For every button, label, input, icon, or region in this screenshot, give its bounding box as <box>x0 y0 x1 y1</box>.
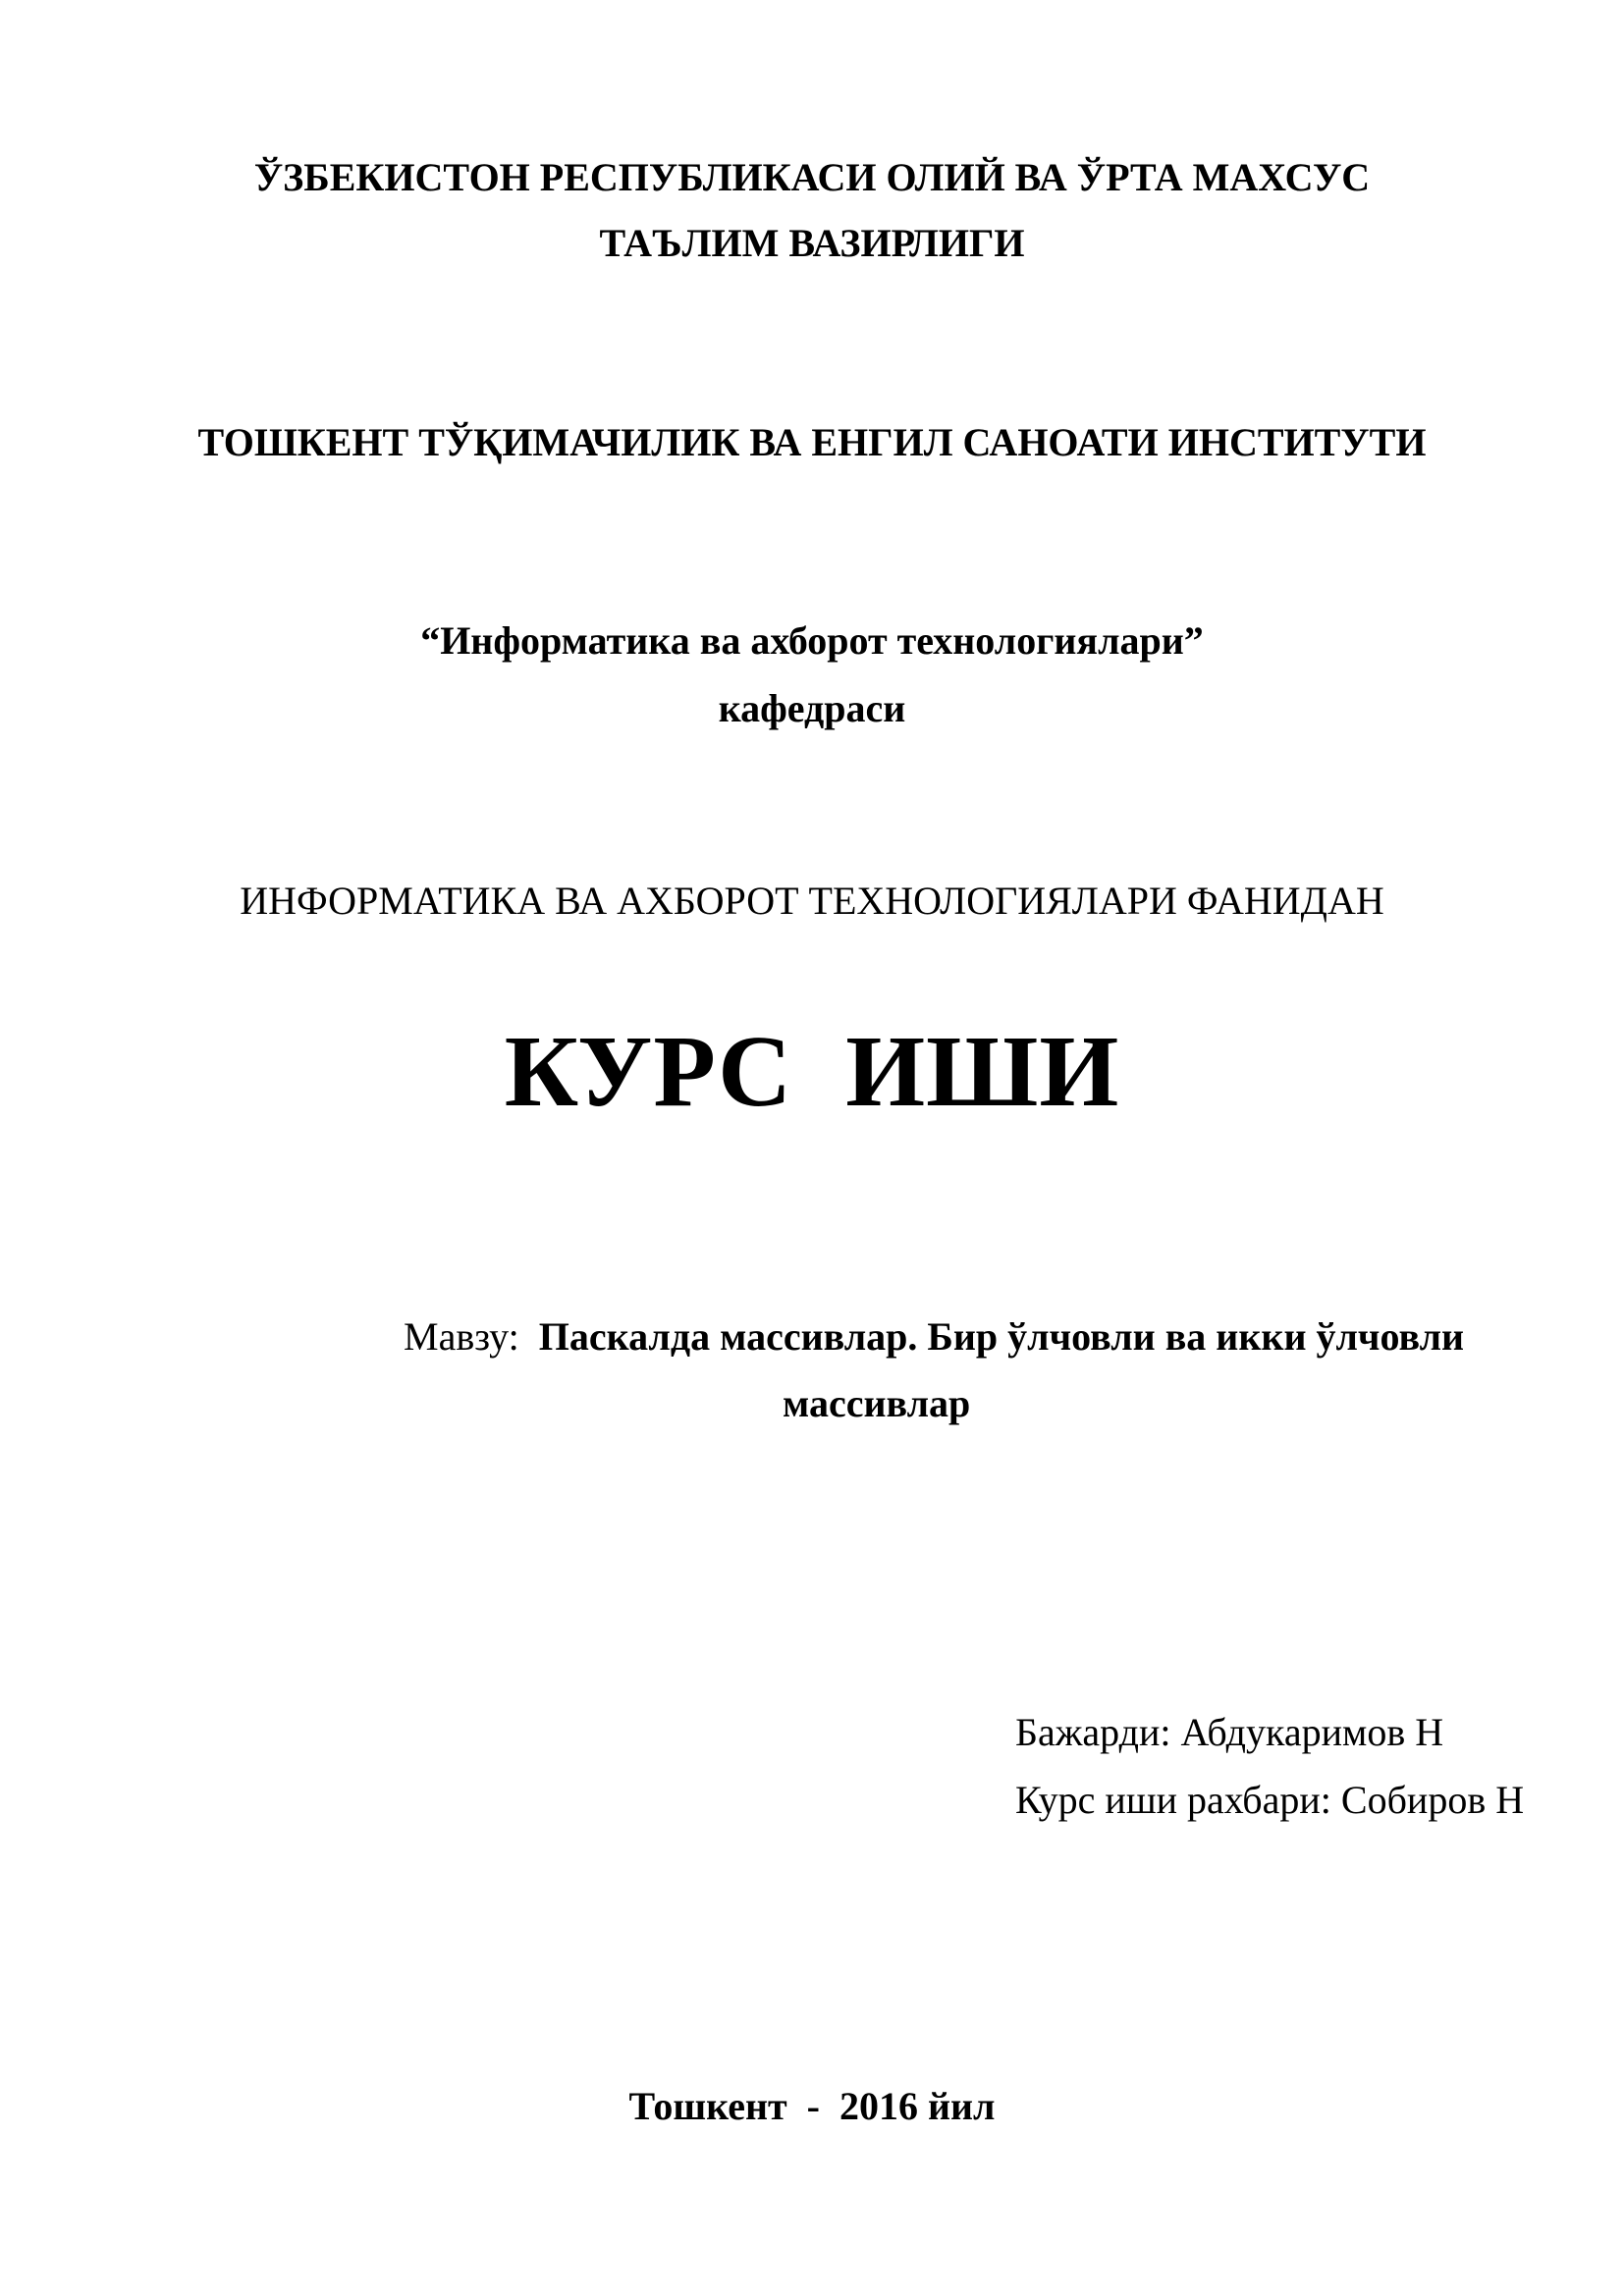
topic-label: Мавзу: <box>404 1314 519 1359</box>
supervisor-credit: Курс иши рахбари: Собиров Н <box>1015 1778 1525 1822</box>
performer-credit: Бажарди: Абдукаримов Н <box>1015 1710 1444 1754</box>
ministry-heading-line1: ЎЗБЕКИСТОН РЕСПУБЛИКАСИ ОЛИЙ ВА ЎРТА МАХСУС <box>253 155 1371 199</box>
subject-heading: ИНФОРМАТИКА ВА АХБОРОТ ТЕХНОЛОГИЯЛАРИ ФАНИДАН <box>240 879 1384 923</box>
ministry-heading-line2: ТАЪЛИМ ВАЗИРЛИГИ <box>599 221 1025 265</box>
city-year: Тошкент - 2016 йил <box>628 2084 996 2128</box>
document-title: КУРС ИШИ <box>504 1015 1120 1128</box>
topic-text-continued: массивлар <box>783 1381 971 1425</box>
department-name: “Информатика ва ахборот технологиялари” <box>420 618 1204 663</box>
topic-text: Паскалда массивлар. Бир ўлчовли ва икки ўлчовли <box>538 1314 1465 1359</box>
topic-row <box>404 1314 1465 1359</box>
institute-name: ТОШКЕНТ ТЎҚИМАЧИЛИК ВА ЕНГИЛ САНОАТИ ИНСТИТУТИ <box>197 420 1427 464</box>
department-label: кафедраси <box>718 686 906 730</box>
